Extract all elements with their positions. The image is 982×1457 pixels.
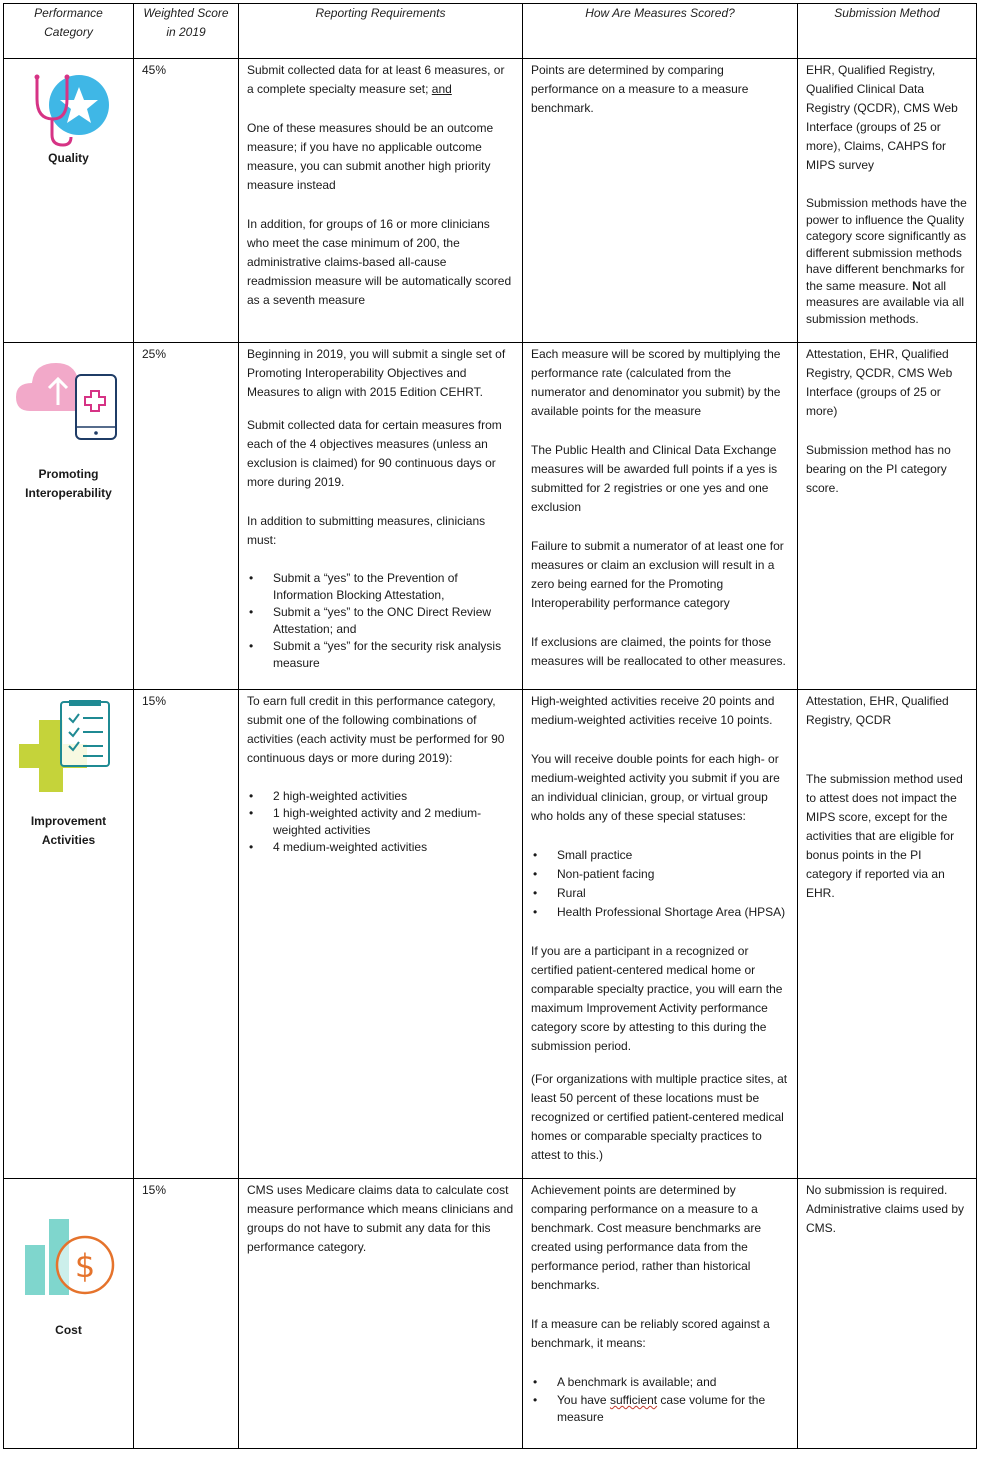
quality-req-2: One of these measures should be an outcome measure; if you have no applicable outcome measure, you can submit another high priority measure instead — [247, 121, 494, 192]
list-item: • Submit a “yes” to the Prevention of Information Blocking Attestation, — [273, 570, 514, 604]
quality-sub-2: Submission methods have the power to influence the Quality category score significantly as different submission methods have different benchmarks for the same measure. Not all measures are available via all submission methods. — [806, 196, 967, 326]
submission-quality — [798, 59, 977, 343]
list-item: • Rural — [557, 884, 789, 903]
ia-score-3: If you are a participant in a recognized or certified patient-centered medical home or comparable specialty practice, you will earn the maximum Improvement Activity performance category score by attesting to this during the submission period. — [531, 944, 783, 1053]
row-promoting-interoperability — [4, 343, 977, 690]
cost-benchmark-bullets — [531, 1373, 789, 1426]
category-cell-quality — [4, 59, 134, 343]
header-row — [4, 4, 977, 59]
weight-ia: 15% — [134, 690, 239, 1179]
category-name-cost: Cost — [55, 1323, 82, 1337]
category-cell-cost — [4, 1179, 134, 1449]
scoring-quality — [523, 59, 798, 343]
requirements-cost — [239, 1179, 523, 1449]
category-name-ia: Improvement Activities — [30, 814, 107, 847]
quality-sub-1: EHR, Qualified Registry, Qualified Clinical Data Registry (QCDR), CMS Web Interface (groups of 25 or more), Claims, CAHPS for MIPS survey — [806, 63, 958, 172]
pi-req-3: In addition to submitting measures, clinicians must: — [247, 514, 486, 547]
pi-req-bullets — [247, 570, 514, 672]
cost-sub-1: No submission is required. Administrative claims used by CMS. — [806, 1183, 965, 1235]
scoring-cost — [523, 1179, 798, 1449]
row-quality — [4, 59, 977, 343]
submission-pi — [798, 343, 977, 690]
list-item: • 1 high-weighted activity and 2 medium-weighted activities — [273, 805, 514, 839]
list-item: • Submit a “yes” to the ONC Direct Review Attestation; and — [273, 604, 514, 638]
pi-score-1: Each measure will be scored by multiplying the performance rate (calculated from the numerator and denominator you submit) by the available points for the measure — [531, 347, 781, 418]
bar-chart-dollar-icon — [19, 1215, 119, 1299]
header-how-scored: How Are Measures Scored? — [523, 4, 798, 59]
requirements-quality — [239, 59, 523, 343]
ia-req-1: To earn full credit in this performance category, submit one of the following combinations of activities (each activity must be performed for 90 continuous days or more during 2019): — [247, 694, 505, 765]
weight-cost: 15% — [134, 1179, 239, 1449]
header-reporting-requirements: Reporting Requirements — [239, 4, 523, 59]
category-cell-pi — [4, 343, 134, 690]
stethoscope-star-icon — [19, 69, 119, 149]
row-improvement-activities — [4, 690, 977, 1179]
quality-req-3: In addition, for groups of 16 or more clinicians who meet the case minimum of 200, the administrative claims-based all-cause readmission measure will be automatically scored as a seventh measure — [247, 217, 512, 307]
list-item: • Submit a “yes” for the security risk analysis measure — [273, 638, 514, 672]
ia-req-bullets — [247, 788, 514, 856]
list-item: • Health Professional Shortage Area (HPSA) — [557, 903, 789, 922]
ia-score-4: (For organizations with multiple practice sites, at least 50 percent of these locations must be recognized or certified patient-centered medical homes or comparable specialty practices to attest to this.) — [531, 1072, 788, 1162]
pi-sub-1: Attestation, EHR, Qualified Registry, QCDR, CMS Web Interface (groups of 25 or more) — [806, 347, 953, 418]
mips-performance-table — [3, 3, 977, 1449]
pi-score-4: If exclusions are claimed, the points for those measures will be reallocated to other measures. — [531, 635, 786, 668]
requirements-pi — [239, 343, 523, 690]
quality-score-1: Points are determined by comparing performance on a measure to a measure benchmark. — [531, 63, 749, 115]
scoring-pi — [523, 343, 798, 690]
ia-score-1: High-weighted activities receive 20 points and medium-weighted activities receive 10 points. — [531, 694, 775, 727]
svg-text:$: $ — [74, 1247, 95, 1285]
list-item: • Non-patient facing — [557, 865, 789, 884]
pi-sub-2: Submission method has no bearing on the PI category score. — [806, 443, 951, 495]
cost-req-1: CMS uses Medicare claims data to calculate cost measure performance which means clinicians and groups do not have to submit any data for this performance category. — [247, 1183, 514, 1254]
scoring-ia — [523, 690, 798, 1179]
cost-score-1: Achievement points are determined by comparing performance on a measure to a benchmark. Cost measure benchmarks are created using performance data from the performance period, rather than historical benchmarks. — [531, 1183, 762, 1292]
header-performance-category: Performance Category — [4, 4, 134, 59]
requirements-ia — [239, 690, 523, 1179]
submission-ia — [798, 690, 977, 1179]
pi-req-1: Beginning in 2019, you will submit a single set of Promoting Interoperability Objectives and Measures to align with 2015 Edition CEHRT. — [247, 347, 506, 399]
header-weighted-score: Weighted Score in 2019 — [134, 4, 239, 59]
list-item: • 2 high-weighted activities — [273, 788, 514, 805]
header-submission-method: Submission Method — [798, 4, 977, 59]
weight-quality: 45% — [134, 59, 239, 343]
list-item: • A benchmark is available; and — [557, 1373, 789, 1392]
submission-cost — [798, 1179, 977, 1449]
weight-pi: 25% — [134, 343, 239, 690]
plus-checklist-icon — [19, 700, 119, 796]
pi-req-2: Submit collected data for certain measures from each of the 4 objectives measures (unless an exclusion is claimed) for 90 continuous days or more during 2019. — [247, 418, 502, 489]
cost-score-2: If a measure can be reliably scored against a benchmark, it means: — [531, 1317, 770, 1350]
list-item: • Small practice — [557, 846, 789, 865]
category-name-quality: Quality — [48, 151, 89, 165]
ia-special-statuses — [531, 846, 789, 922]
pi-score-3: Failure to submit a numerator of at least one for measures or claim an exclusion will result in a zero being earned for the Promoting Interoperability performance category — [531, 539, 784, 610]
list-item: • 4 medium-weighted activities — [273, 839, 514, 856]
row-cost — [4, 1179, 977, 1449]
list-item: • You have sufficient case volume for the measure — [557, 1392, 789, 1426]
ia-sub-1: Attestation, EHR, Qualified Registry, QCDR — [806, 694, 949, 727]
category-cell-ia — [4, 690, 134, 1179]
ia-score-2: You will receive double points for each high- or medium-weighted activity you submit if you are an individual clinician, group, or virtual group who holds any of these special statuses: — [531, 752, 780, 823]
category-name-pi: Promoting Interoperability — [25, 467, 112, 500]
ia-sub-2: The submission method used to attest does not impact the MIPS score, except for the activities that are eligible for bonus points in the PI category if reported via an EHR. — [806, 772, 963, 900]
quality-req-1-and: and — [431, 82, 452, 96]
cloud-tablet-icon — [14, 353, 124, 445]
quality-req-1: Submit collected data for at least 6 measures, or a complete specialty measure set; — [247, 63, 505, 96]
pi-score-2: The Public Health and Clinical Data Exchange measures will be awarded full points if a yes is submitted for 2 registries or one yes and one exclusion — [531, 443, 778, 514]
